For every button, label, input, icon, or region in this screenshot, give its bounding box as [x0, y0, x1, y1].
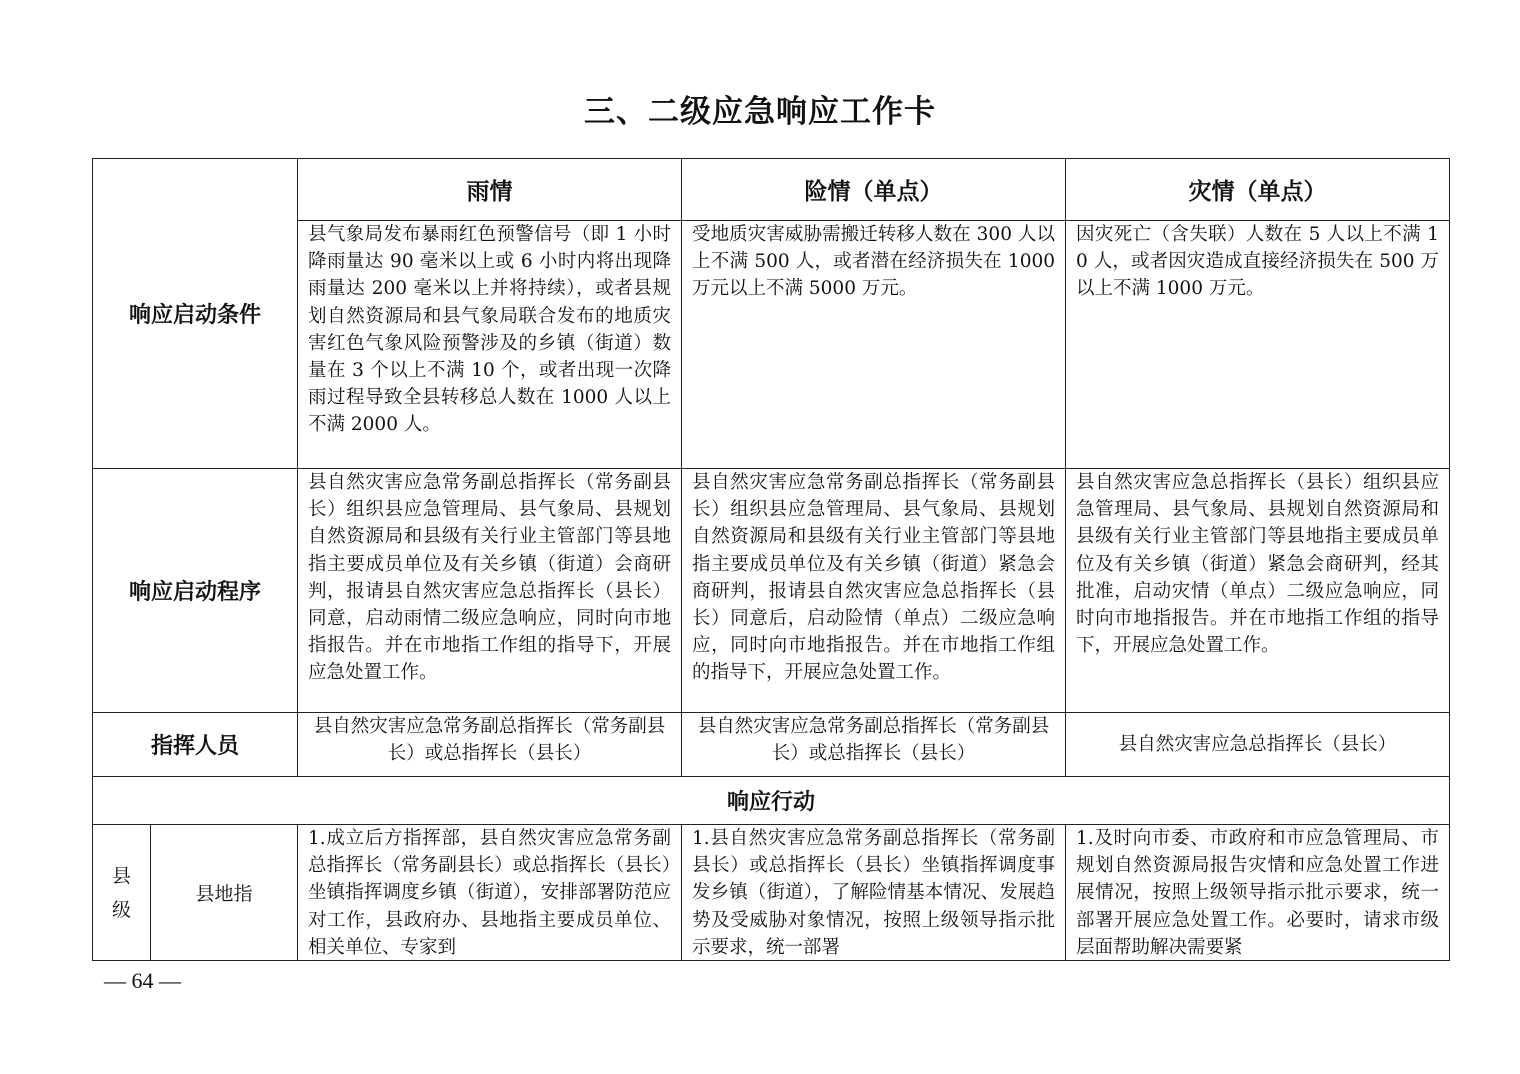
commanders-row [93, 713, 1450, 777]
level-county-text: 县级 [111, 864, 131, 921]
label-start-procedure: 响应启动程序 [93, 469, 298, 713]
label-commanders: 指挥人员 [93, 713, 298, 777]
label-start-conditions: 响应启动条件 [93, 159, 298, 469]
start-procedure-disaster: 县自然灾害应急总指挥长（县长）组织县应急管理局、县气象局、县规划自然资源局和县级有关行业主管部门等县地指主要成员单位及有关乡镇（街道）紧急会商研判，经其批准，启动灾情（单点）二级应急响应，同时向市地指报告。并在市地指工作组的指导下，开展应急处置工作。 [1066, 469, 1450, 713]
commanders-danger: 县自然灾害应急常务副总指挥长（常务副县长）或总指挥长（县长） [682, 713, 1066, 777]
actions-header: 响应行动 [93, 777, 1450, 825]
column-header-danger: 险情（单点） [682, 159, 1066, 221]
county-row [93, 825, 1450, 961]
county-disaster: 1.及时向市委、市政府和市应急管理局、市规划自然资源局报告灾情和应急处置工作进展情况，按照上级领导指示批示要求，统一部署开展应急处置工作。必要时，请求市级层面帮助解决需要紧 [1076, 828, 1440, 958]
county-rain-cell [298, 825, 682, 961]
header-row [93, 159, 1450, 221]
sublevel-county-command: 县地指 [151, 825, 298, 961]
start-conditions-rain: 县气象局发布暴雨红色预警信号（即 1 小时降雨量达 90 毫米以上或 6 小时内将出现降雨量达 200 毫米以上并将持续），或者县规划自然资源局和县气象局联合发布的地质灾害红色气象风险预警涉及的乡镇（街道）数量在 3 个以上不满 10 个，或者出现一次降雨过程导致全县转移总人数在 1000 人以上不满 2000 人。 [298, 221, 682, 469]
county-disaster-cell [1066, 825, 1450, 961]
page-title: 三、二级应急响应工作卡 [584, 94, 936, 130]
start-conditions-disaster: 因灾死亡（含失联）人数在 5 人以上不满 10 人，或者因灾造成直接经济损失在 500 万以上不满 1000 万元。 [1066, 221, 1450, 469]
county-rain: 1.成立后方指挥部，县自然灾害应急常务副总指挥长（常务副县长）或总指挥长（县长）坐镇指挥调度乡镇（街道），安排部署防范应对工作，县政府办、县地指主要成员单位、相关单位、专家到 [308, 828, 672, 958]
start-procedure-row [93, 469, 1450, 713]
commanders-disaster: 县自然灾害应急总指挥长（县长） [1066, 713, 1450, 777]
start-procedure-rain: 县自然灾害应急常务副总指挥长（常务副县长）组织县应急管理局、县气象局、县规划自然资源局和县级有关行业主管部门等县地指主要成员单位及有关乡镇（街道）会商研判，报请县自然灾害应急总指挥长（县长）同意，启动雨情二级应急响应，同时向市地指报告。并在市地指工作组的指导下，开展应急处置工作。 [298, 469, 682, 713]
commanders-rain: 县自然灾害应急常务副总指挥长（常务副县长）或总指挥长（县长） [298, 713, 682, 777]
column-header-rain: 雨情 [298, 159, 682, 221]
response-card-table [92, 158, 1450, 961]
start-procedure-danger: 县自然灾害应急常务副总指挥长（常务副县长）组织县应急管理局、县气象局、县规划自然资源局和县级有关行业主管部门等县地指主要成员单位及有关乡镇（街道）紧急会商研判，报请县自然灾害应急总指挥长（县长）同意后，启动险情（单点）二级应急响应，同时向市地指报告。并在市地指工作组的指导下，开展应急处置工作。 [682, 469, 1066, 713]
actions-header-row [93, 777, 1450, 825]
page-number: — 64 — [104, 968, 181, 993]
county-danger: 1.县自然灾害应急常务副总指挥长（常务副县长）或总指挥长（县长）坐镇指挥调度事发乡镇（街道），了解险情基本情况、发展趋势及受威胁对象情况，按照上级领导指示批示要求，统一部署 [692, 828, 1056, 958]
level-county [93, 825, 151, 961]
start-conditions-danger: 受地质灾害威胁需搬迁转移人数在 300 人以上不满 500 人，或者潜在经济损失在 1000 万元以上不满 5000 万元。 [682, 221, 1066, 469]
column-header-disaster: 灾情（单点） [1066, 159, 1450, 221]
county-danger-cell [682, 825, 1066, 961]
